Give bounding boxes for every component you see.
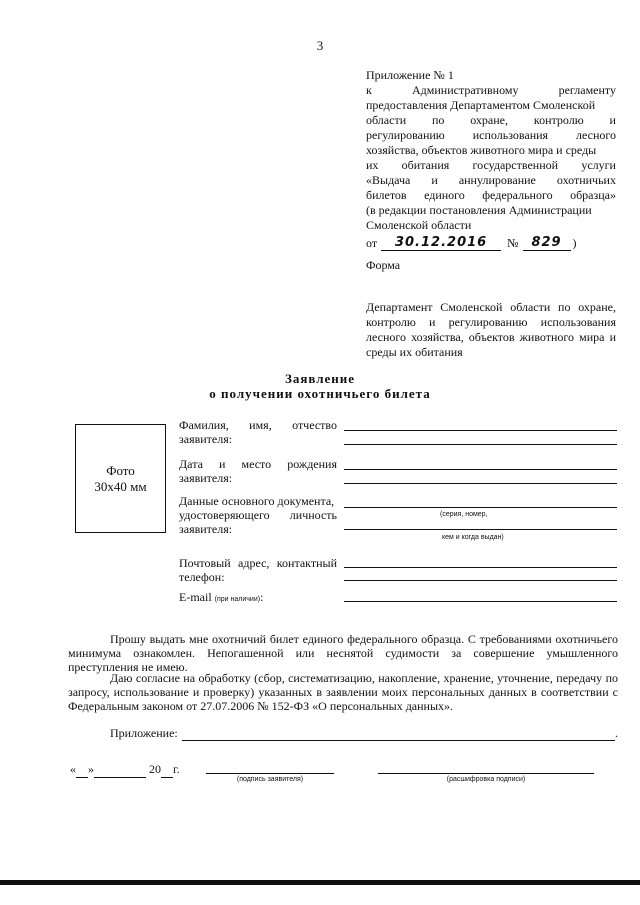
appendix-block [366,68,616,251]
appendix-word: лесного [576,128,616,142]
appendix-word: Смоленской области [366,218,472,232]
doc-label [179,494,337,536]
appendix-line [366,98,616,113]
appendix-word: «Выдача [366,173,411,187]
birth-field-line2[interactable] [344,483,617,484]
photo-size: 30х40 мм [94,478,147,494]
address-label [179,556,337,584]
document-subtitle: о получении охотничьего билета [209,386,431,401]
fio-field-line2[interactable] [344,444,617,445]
appendix-word: единого [424,188,465,202]
appendix-word: к [366,83,372,97]
handwritten-number: 829 [523,235,571,251]
scan-bottom-edge [0,880,640,885]
decoding-caption: (расшифровка подписи) [446,776,526,783]
day-field[interactable] [76,762,88,778]
photo-label: Фото [106,462,135,478]
appendix-word: Приложение № 1 [366,68,454,82]
signature-caption: (подпись заявителя) [236,776,304,783]
appendix-word: федерального [482,188,553,202]
attachment-field[interactable] [182,728,615,741]
appendix-word: использования [472,128,549,142]
consent-paragraph [68,671,618,713]
appendix-word: и [609,113,616,127]
date-open-quote: « [70,762,76,776]
attachment-label: Приложение: [110,726,178,740]
appendix-word: охране, [470,113,509,127]
fio-label [179,418,337,446]
birth-field-line1[interactable] [344,469,617,470]
appendix-word: контролю [533,113,584,127]
month-field[interactable] [94,762,146,778]
page-number: 3 [316,38,324,53]
address-label-line2: телефон: [179,570,225,584]
address-label-line1: Почтовый адрес, контактный [179,556,337,570]
appendix-line [366,218,616,233]
email-field-line[interactable] [344,601,617,602]
appendix-word: хозяйства, объектов животного мира и среды [366,143,597,157]
email-label [179,590,263,605]
appendix-text [366,68,616,233]
signature-field[interactable] [206,773,334,774]
appendix-word: аннулирование [458,173,536,187]
attachment-row [110,726,618,741]
appendix-line [366,188,616,203]
department-addressee: Департамент Смоленской области по охране, контролю и регулированию использования лесного хозяйства, объектов животного мира и среды их обитания [366,300,616,359]
address-field-line2[interactable] [344,580,617,581]
appendix-line [366,143,616,158]
appendix-word: регулированию [366,128,445,142]
appendix-word: государственной [472,158,559,172]
email-hint: (при наличии) [214,596,261,603]
year-prefix: 20 [149,762,161,776]
appendix-line [366,113,616,128]
decoding-field[interactable] [378,773,594,774]
request-paragraph [68,632,618,674]
handwritten-date: 30.12.2016 [381,235,501,251]
appendix-word: и [431,173,438,187]
email-colon: : [260,590,264,604]
attachment-end: . [615,726,618,740]
appendix-line [366,83,616,98]
doc-field-line1[interactable] [344,507,617,508]
date-close-quote: » [88,762,94,776]
appendix-word: предоставления Департаментом Смоленской [366,98,596,112]
birth-label-line1: Дата и место рождения [179,457,337,471]
from-prefix: от [366,236,378,250]
appendix-word: обитания [401,158,450,172]
photo-placeholder [75,424,166,533]
form-label: Форма [366,258,401,272]
birth-label [179,457,337,485]
date-row [70,762,180,778]
appendix-word: (в редакции постановления Администрации [366,203,592,217]
fio-label-line1: Фамилия, имя, отчество [179,418,337,432]
appendix-line [366,203,616,218]
doc-hint-issued: кем и когда выдан) [442,534,504,541]
doc-hint-series: (серия, номер, [440,511,488,518]
appendix-word: области [366,113,407,127]
appendix-word: по [431,113,445,127]
appendix-word: охотничьих [556,173,616,187]
appendix-line [366,128,616,143]
appendix-line [366,68,616,83]
appendix-word: регламенту [558,83,616,97]
close-paren: ) [572,236,577,250]
email-label-text: E-mail [179,590,212,604]
doc-field-line2[interactable] [344,529,617,530]
fio-label-line2: заявителя: [179,432,233,446]
fio-field-line1[interactable] [344,430,617,431]
request-text: Прошу выдать мне охотничий билет единого федерального образца. С требованиями охотничьего минимума ознакомлен. Непогашенной или неснятой судимости за совершение умышленного преступления не имею. [68,632,618,674]
appendix-word: образца» [570,188,616,202]
appendix-signature-line [366,235,616,251]
year-suffix: г. [173,762,180,776]
doc-label-line2: удостоверяющего личность [179,508,337,522]
birth-label-line2: заявителя: [179,471,233,485]
appendix-line [366,158,616,173]
appendix-line [366,173,616,188]
appendix-word: их [366,158,379,172]
doc-label-line1: Данные основного документа, [179,494,335,508]
doc-label-line3: заявителя: [179,522,233,536]
year-field[interactable] [161,762,173,778]
consent-text: Даю согласие на обработку (сбор, систематизацию, накопление, хранение, уточнение, передачу по запросу, использование и проверку) указанных в заявлении моих персональных данных в соответствии с Федеральным законом от 27.07.2006 № 152-ФЗ «О персональных данных». [68,671,618,713]
number-prefix: № [507,236,519,250]
address-field-line1[interactable] [344,567,617,568]
appendix-word: Административному [411,83,519,97]
appendix-word: билетов [366,188,407,202]
appendix-word: услуги [581,158,616,172]
document-title: Заявление [284,371,356,386]
